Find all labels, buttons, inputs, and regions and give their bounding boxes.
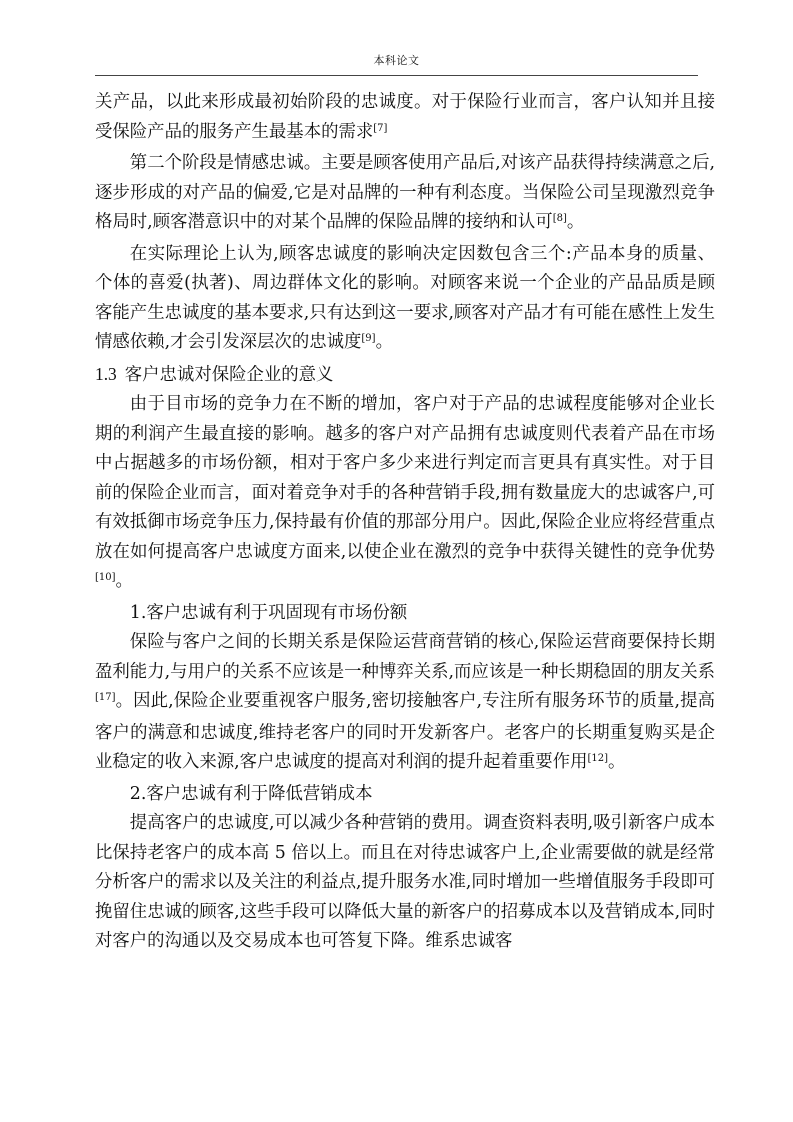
citation: [8] [552, 213, 567, 224]
paragraph-1 [95, 88, 715, 149]
paragraph-text: 在实际理论上认为,顾客忠诚度的影响决定因数包含三个:产品本身的质量、个体的喜爱(执著)、周边群体文化的影响。对顾客来说一个企业的产品品质是顾客能产生忠诚度的基本要求,只有达到这一要求,顾客对产品才有可能在感性上发生情感依赖,才会引发深层次的忠诚度 [95, 243, 715, 352]
citation: [10] [95, 572, 116, 583]
section-title: 客户忠诚对保险企业的意义 [124, 364, 334, 385]
paragraph-4: 由于目市场的竞争力在不断的增加，客户对于产品的忠诚程度能够对企业长期的利润产生最直接的影响。越多的客户对产品拥有忠诚度则代表着产品在市场中占据越多的市场份额，相对于客户多少来进行判定而言更具有真实性。对于目前的保险企业而言，面对着竞争对手的各种营销手段,拥有数量庞大的忠诚客户,可有效抵御市场竞争压力,保持最有价值的那部分用户。因此,保险企业应将经营重点放在如何提高客户忠诚度方面来,以使企业在激烈的竞争中获得关键性的竞争优势[10]。 [95, 394, 715, 591]
section-number: 1.3 [95, 363, 117, 384]
citation: [12] [587, 753, 608, 764]
paragraph-text: 保险与客户之间的长期关系是保险运营商营销的核心,保险运营商要保持长期盈利能力,与用户的关系不应该是一种博弈关系,而应该是一种长期稳固的朋友关系 [95, 632, 715, 682]
paragraph-3: 在实际理论上认为,顾客忠诚度的影响决定因数包含三个:产品本身的质量、个体的喜爱(执著)、周边群体文化的影响。对顾客来说一个企业的产品品质是顾客能产生忠诚度的基本要求,只有达到这一要求,顾客对产品才有可能在感性上发生情感依赖,才会引发深层次的忠诚度[9]。 [95, 243, 715, 352]
subheading-2: 2.客户忠诚有利于降低营销成本 [129, 783, 373, 804]
paragraph-text: 第二个阶段是情感忠诚。主要是顾客使用产品后,对该产品获得持续满意之后,逐步形成的对产品的偏爱,它是对品牌的一种有利态度。当保险公司呈现激烈竞争格局时,顾客潜意识中的对某个品牌的保险品牌的接纳和认可 [95, 153, 715, 232]
paragraph-text: 由于目市场的竞争力在不断的增加，客户对于产品的忠诚程度能够对企业长期的利润产生最直接的影响。越多的客户对产品拥有忠诚度则代表着产品在市场中占据越多的市场份额，相对于客户多少来进行判定而言更具有真实性。对于目前的保险企业而言，面对着竞争对手的各种营销手段,拥有数量庞大的忠诚客户,可有效抵御市场竞争压力,保持最有价值的那部分用户。因此,保险企业应将经营重点放在如何提高客户忠诚度方面来,以使企业在激烈的竞争中获得关键性的竞争优势 [95, 394, 715, 562]
document-body [95, 88, 715, 957]
section-heading [95, 360, 715, 391]
paragraph-text: 关产品，以此来形成最初始阶段的忠诚度。对于保险行业而言，客户认知并且接受保险产品的服务产生最基本的需求 [95, 92, 715, 142]
citation: [9] [361, 333, 376, 344]
paragraph-2: 第二个阶段是情感忠诚。主要是顾客使用产品后,对该产品获得持续满意之后,逐步形成的对产品的偏爱,它是对品牌的一种有利态度。当保险公司呈现激烈竞争格局时,顾客潜意识中的对某个品牌的保险品牌的接纳和认可[8]。 [95, 153, 715, 232]
paragraph-6: 提高客户的忠诚度,可以减少各种营销的费用。调查资料表明,吸引新客户成本比保持老客户的成本高 5 倍以上。而且在对待忠诚客户上,企业需要做的就是经常分析客户的需求以及关注的利益点,提升服务水准,同时增加一些增值服务手段即可挽留住忠诚的顾客,这些手段可以降低大量的新客户的招募成本以及营销成本,同时对客户的沟通以及交易成本也可答复下降。维系忠诚客 [95, 813, 715, 951]
header-rule [95, 75, 698, 76]
paragraph-5: 保险与客户之间的长期关系是保险运营商营销的核心,保险运营商要保持长期盈利能力,与用户的关系不应该是一种博弈关系,而应该是一种长期稳固的朋友关系[17]。因此,保险企业要重视客户服务,密切接触客户,专注所有服务环节的质量,提高客户的满意和忠诚度,维持老客户的同时开发新客户。老客户的长期重复购买是企业稳定的收入来源,客户忠诚度的提高对利润的提升起着重要作用[12]。 [95, 632, 715, 772]
paragraph-text: 。因此,保险企业要重视客户服务,密切接触客户,专注所有服务环节的质量,提高客户的满意和忠诚度,维持老客户的同时开发新客户。老客户的长期重复购买是企业稳定的收入来源,客户忠诚度的提高对利润的提升起着重要作用 [95, 691, 715, 772]
citation: [17] [95, 692, 116, 703]
subheading-1: 1.客户忠诚有利于巩固现有市场份额 [129, 602, 408, 623]
citation: [7] [373, 122, 388, 134]
page-header: 本科论文 [373, 54, 420, 67]
